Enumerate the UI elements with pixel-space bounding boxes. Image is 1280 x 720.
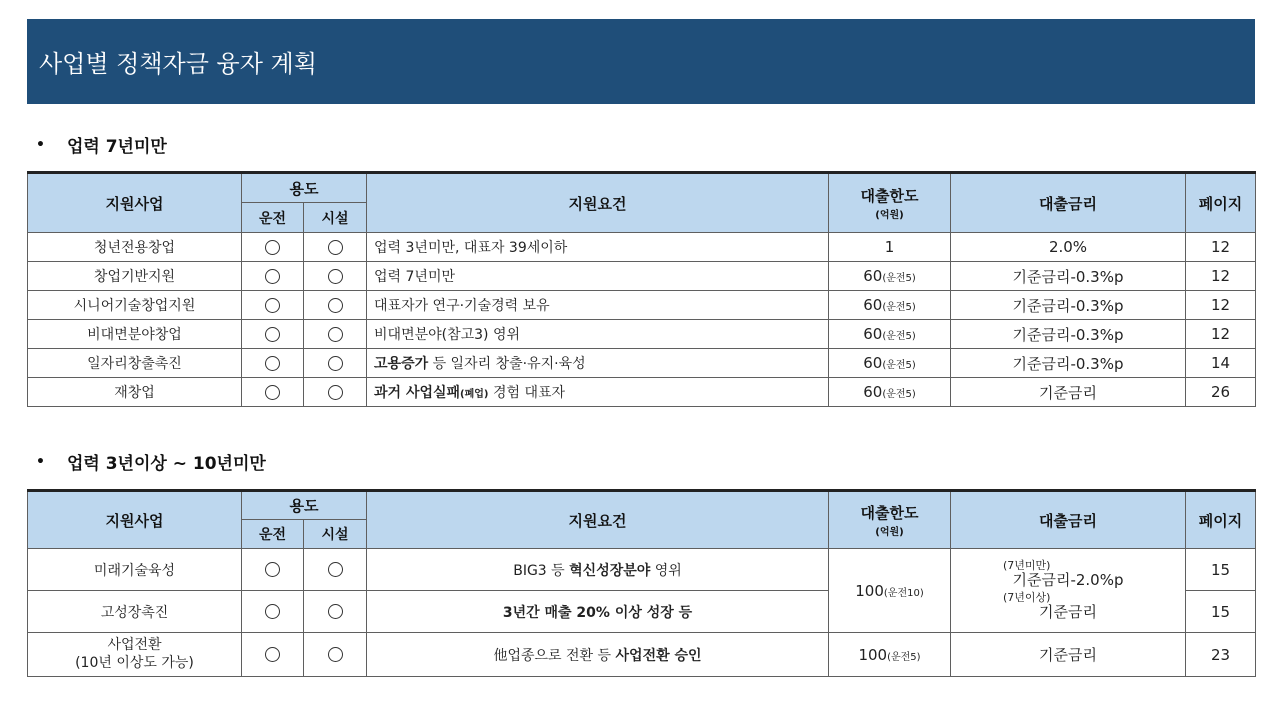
table-row <box>28 378 1256 407</box>
requirement-pre: BIG3 등 <box>513 562 570 579</box>
requirement-rest: 영위 <box>650 562 682 579</box>
usage-facility-cell <box>304 591 367 633</box>
loan-limit-value: 60 <box>863 296 883 314</box>
program-name: 재창업 <box>28 378 242 407</box>
section2-heading <box>36 449 266 474</box>
page-number: 12 <box>1186 233 1256 262</box>
loan-limit <box>829 378 951 407</box>
table-row <box>28 349 1256 378</box>
usage-operating-cell <box>242 320 304 349</box>
loan-limit <box>829 633 951 677</box>
usage-facility-cell <box>304 262 367 291</box>
loan-limit-value: 60 <box>863 354 883 372</box>
program-name: 시니어기술창업지원 <box>28 291 242 320</box>
loan-rate: 기준금리-0.3%p <box>951 262 1186 291</box>
usage-facility-cell <box>304 291 367 320</box>
rate-line-under7 <box>951 560 1185 590</box>
requirement-bold: 사업전환 승인 <box>615 647 702 664</box>
loan-limit <box>829 291 951 320</box>
header-requirements: 지원요건 <box>367 491 829 549</box>
circle-icon <box>328 562 343 577</box>
requirement: 업력 3년미만, 대표자 39세이하 <box>367 233 829 262</box>
requirement-bold: 3년간 매출 20% 이상 성장 등 <box>502 604 693 621</box>
circle-icon <box>328 356 343 371</box>
section1-heading <box>36 132 167 157</box>
circle-icon <box>265 298 280 313</box>
program-name <box>28 633 242 677</box>
loan-limit <box>829 262 951 291</box>
loan-limit-note: (운전5) <box>882 360 916 371</box>
header-page: 페이지 <box>1186 173 1256 233</box>
page-number: 12 <box>1186 291 1256 320</box>
requirement: 비대면분야(참고3) 영위 <box>367 320 829 349</box>
loan-limit-note: (운전5) <box>882 302 916 313</box>
table-row <box>28 291 1256 320</box>
circle-icon <box>328 385 343 400</box>
header-requirements: 지원요건 <box>367 173 829 233</box>
usage-facility-cell <box>304 633 367 677</box>
program-name: 미래기술육성 <box>28 549 242 591</box>
header-usage-facility: 시설 <box>304 203 367 233</box>
page-number: 14 <box>1186 349 1256 378</box>
loan-limit <box>829 349 951 378</box>
loan-limit-note: (운전5) <box>882 389 916 400</box>
section2-table <box>27 489 1256 677</box>
requirement-bold: 고용증가 <box>374 356 429 372</box>
header-usage: 용도 <box>242 173 367 203</box>
loan-rate: 기준금리-0.3%p <box>951 291 1186 320</box>
rate-note: (7년미만) <box>1003 558 1051 572</box>
bullet-icon: • <box>36 453 45 470</box>
program-name-line1: 사업전환 <box>107 637 162 653</box>
page-number: 23 <box>1186 633 1256 677</box>
program-name-line2: (10년 이상도 가능) <box>75 654 194 671</box>
loan-rate: 기준금리 <box>951 378 1186 407</box>
circle-icon <box>265 604 280 619</box>
circle-icon <box>328 240 343 255</box>
loan-rate: 기준금리-0.3%p <box>951 320 1186 349</box>
usage-operating-cell <box>242 233 304 262</box>
usage-facility-cell <box>304 378 367 407</box>
rate-value: 기준금리-2.0%p <box>1012 571 1124 590</box>
rate-note: (7년이상) <box>1003 590 1051 604</box>
usage-operating-cell <box>242 349 304 378</box>
requirement-pre: 他업종으로 전환 등 <box>493 647 616 664</box>
requirement <box>367 349 829 378</box>
section1-title: 업력 7년미만 <box>66 137 167 157</box>
loan-limit-note: (운전5) <box>887 651 921 663</box>
table-row <box>28 320 1256 349</box>
loan-limit-merged <box>829 549 951 633</box>
page-number: 26 <box>1186 378 1256 407</box>
page-number: 15 <box>1186 549 1256 591</box>
requirement <box>367 591 829 633</box>
requirement: 대표자가 연구·기술경력 보유 <box>367 291 829 320</box>
loan-limit: 1 <box>829 233 951 262</box>
table-row <box>28 549 1256 591</box>
loan-limit-value: 100 <box>858 645 888 664</box>
usage-facility-cell <box>304 320 367 349</box>
header-usage: 용도 <box>242 491 367 520</box>
usage-facility-cell <box>304 233 367 262</box>
usage-operating-cell <box>242 291 304 320</box>
requirement-small: (폐업) <box>460 389 489 400</box>
header-rate: 대출금리 <box>951 173 1186 233</box>
header-usage-facility: 시설 <box>304 520 367 549</box>
loan-rate: 2.0% <box>951 233 1186 262</box>
rate-line-over7 <box>951 592 1185 622</box>
loan-rate-merged <box>951 549 1186 633</box>
header-limit <box>829 491 951 549</box>
header-page: 페이지 <box>1186 491 1256 549</box>
header-program: 지원사업 <box>28 173 242 233</box>
table-row <box>28 233 1256 262</box>
requirement-rest: 경험 대표자 <box>488 385 566 401</box>
page-number: 12 <box>1186 262 1256 291</box>
usage-facility-cell <box>304 549 367 591</box>
circle-icon <box>328 604 343 619</box>
header-limit-unit: (억원) <box>875 527 904 538</box>
header-limit-label: 대출한도 <box>860 504 919 522</box>
table-row <box>28 633 1256 677</box>
rate-value: 기준금리 <box>1039 603 1097 622</box>
header-limit-label: 대출한도 <box>860 187 919 205</box>
header-usage-operating: 운전 <box>242 203 304 233</box>
bullet-icon: • <box>36 136 45 153</box>
loan-rate: 기준금리-0.3%p <box>951 349 1186 378</box>
circle-icon <box>265 562 280 577</box>
circle-icon <box>328 327 343 342</box>
page-number: 15 <box>1186 591 1256 633</box>
header-usage-operating: 운전 <box>242 520 304 549</box>
loan-limit-note: (운전10) <box>883 587 924 599</box>
loan-rate: 기준금리 <box>951 633 1186 677</box>
program-name: 일자리창출촉진 <box>28 349 242 378</box>
header-rate: 대출금리 <box>951 491 1186 549</box>
circle-icon <box>265 356 280 371</box>
usage-operating-cell <box>242 262 304 291</box>
loan-limit-value: 60 <box>863 383 883 401</box>
requirement: 업력 7년미만 <box>367 262 829 291</box>
requirement <box>367 549 829 591</box>
circle-icon <box>265 269 280 284</box>
section2-title: 업력 3년이상 ~ 10년미만 <box>66 454 266 474</box>
usage-operating-cell <box>242 378 304 407</box>
program-name: 청년전용창업 <box>28 233 242 262</box>
usage-operating-cell <box>242 591 304 633</box>
circle-icon <box>328 647 343 662</box>
circle-icon <box>265 647 280 662</box>
program-name: 창업기반지원 <box>28 262 242 291</box>
requirement <box>367 633 829 677</box>
program-name: 고성장촉진 <box>28 591 242 633</box>
loan-limit-value: 60 <box>863 267 883 285</box>
circle-icon <box>328 269 343 284</box>
loan-limit <box>829 320 951 349</box>
program-name: 비대면분야창업 <box>28 320 242 349</box>
usage-facility-cell <box>304 349 367 378</box>
usage-operating-cell <box>242 633 304 677</box>
table-row <box>28 262 1256 291</box>
circle-icon <box>265 240 280 255</box>
requirement-rest: 등 일자리 창출·유지·육성 <box>428 356 586 372</box>
loan-limit-note: (운전5) <box>882 273 916 284</box>
page-number: 12 <box>1186 320 1256 349</box>
requirement-bold: 과거 사업실패 <box>374 385 461 401</box>
page-title-bar <box>27 19 1255 104</box>
circle-icon <box>328 298 343 313</box>
page-title: 사업별 정책자금 융자 계획 <box>39 50 317 78</box>
requirement-bold: 혁신성장분야 <box>569 562 651 579</box>
circle-icon <box>265 385 280 400</box>
usage-operating-cell <box>242 549 304 591</box>
header-limit <box>829 173 951 233</box>
circle-icon <box>265 327 280 342</box>
loan-limit-note: (운전5) <box>882 331 916 342</box>
loan-limit-value: 100 <box>855 581 884 600</box>
header-program: 지원사업 <box>28 491 242 549</box>
section1-table <box>27 171 1256 407</box>
loan-limit-value: 60 <box>863 325 883 343</box>
header-limit-unit: (억원) <box>875 210 904 221</box>
requirement <box>367 378 829 407</box>
